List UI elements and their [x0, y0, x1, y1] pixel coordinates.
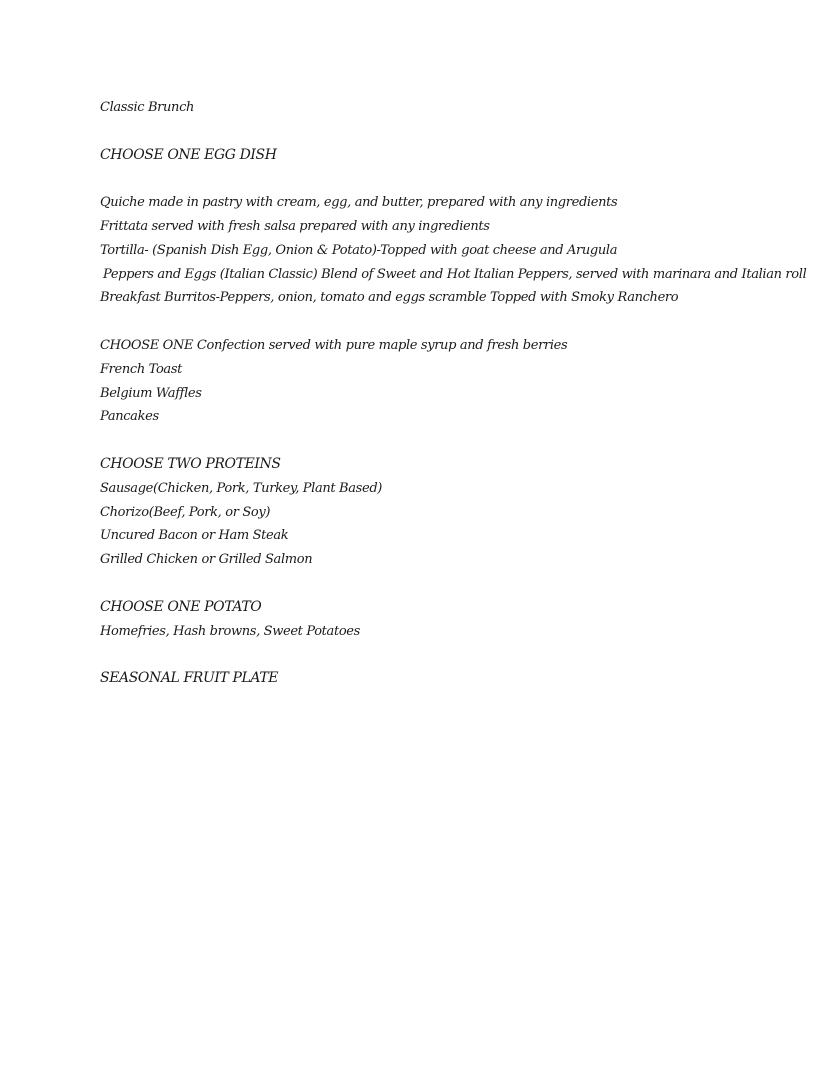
protein-item-bacon-ham: Uncured Bacon or Ham Steak [100, 528, 289, 544]
egg-item-breakfast-burritos: Breakfast Burritos-Peppers, onion, tomato and eggs scramble Topped with Smoky Ranchero [100, 290, 679, 306]
spacer [100, 572, 800, 596]
egg-item-peppers-and-eggs: Peppers and Eggs (Italian Classic) Blend of Sweet and Hot Italian Peppers, served with marinara and Italian roll [103, 266, 807, 282]
confection-item-belgium-waffles: Belgium Waffles [100, 385, 202, 401]
egg-item-tortilla: Tortilla- (Spanish Dish Egg, Onion & Potato)-Topped with goat cheese and Arugula [100, 242, 618, 258]
egg-item-quiche: Quiche made in pastry with cream, egg, and butter, prepared with any ingredients [100, 195, 618, 211]
confection-item-pancakes: Pancakes [100, 409, 159, 425]
spacer [100, 120, 800, 144]
menu-title: Classic Brunch [100, 100, 195, 115]
egg-section-heading: CHOOSE ONE EGG DISH [100, 146, 277, 163]
menu-document [100, 96, 807, 691]
protein-item-chicken-salmon: Grilled Chicken or Grilled Salmon [100, 552, 313, 568]
potato-item-options: Homefries, Hash browns, Sweet Potatoes [100, 623, 360, 639]
fruit-section-heading: SEASONAL FRUIT PLATE [100, 670, 279, 687]
protein-section-heading: CHOOSE TWO PROTEINS [100, 455, 281, 472]
confection-item-french-toast: French Toast [100, 361, 183, 377]
spacer [100, 310, 800, 334]
spacer [100, 167, 800, 191]
confection-section-heading: CHOOSE ONE Confection served with pure maple syrup and fresh berries [100, 337, 568, 353]
protein-item-sausage: Sausage(Chicken, Pork, Turkey, Plant Based) [100, 480, 383, 496]
spacer [100, 643, 800, 667]
protein-item-chorizo: Chorizo(Beef, Pork, or Soy) [100, 504, 271, 520]
egg-item-frittata: Frittata served with fresh salsa prepared with any ingredients [100, 218, 490, 234]
potato-section-heading: CHOOSE ONE POTATO [100, 598, 262, 615]
spacer [100, 429, 800, 453]
